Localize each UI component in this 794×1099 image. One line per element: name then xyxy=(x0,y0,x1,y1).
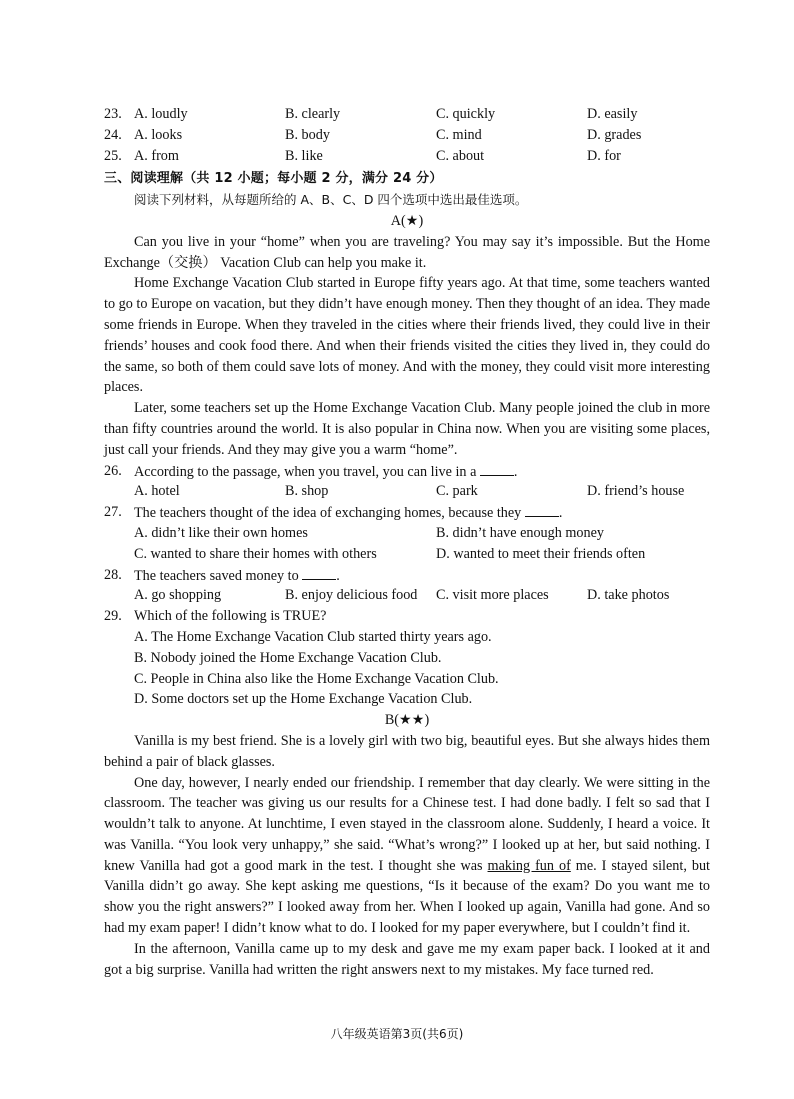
option-c: C. People in China also like the Home Exchange Vacation Club. xyxy=(134,670,499,687)
option-d: D. easily xyxy=(587,106,638,122)
option-b: B. like xyxy=(285,147,323,164)
answer-blank xyxy=(525,502,559,517)
question-27 xyxy=(104,502,710,523)
question-stem: Which of the following is TRUE? xyxy=(134,608,327,625)
option-a: A. didn’t like their own homes xyxy=(134,524,308,541)
option-c: C. visit more places xyxy=(436,587,549,604)
option-c: C. wanted to share their homes with others xyxy=(134,545,377,562)
page-footer: 八年级英语第3页(共6页) xyxy=(330,1027,464,1041)
options-row xyxy=(104,585,710,606)
option-d: D. grades xyxy=(587,126,642,143)
option-b: B. shop xyxy=(285,483,329,500)
question-number: 28. xyxy=(104,566,122,583)
question-number: 25. xyxy=(104,147,122,164)
exam-page xyxy=(104,104,710,980)
question-number: 26. xyxy=(104,462,122,479)
question-stem: According to the passage, when you travel, you can live in a . xyxy=(134,461,517,482)
option-d: D. Some doctors set up the Home Exchange Vacation Club. xyxy=(134,691,473,708)
options-row xyxy=(104,523,710,544)
underlined-phrase: making fun of xyxy=(487,857,571,874)
cloze-option-row xyxy=(104,146,710,167)
question-29 xyxy=(104,606,710,627)
question-number: 29. xyxy=(104,608,122,625)
question-26 xyxy=(104,461,710,482)
option-c: C. park xyxy=(436,483,478,500)
answer-blank xyxy=(302,565,336,580)
passage-b-heading: B(★★) xyxy=(384,712,430,729)
answer-blank xyxy=(480,461,514,476)
cloze-option-row xyxy=(104,125,710,146)
section-title: 三、阅读理解（共 12 小题；每小题 2 分，满分 24 分） xyxy=(104,171,443,187)
passage-a-paragraph-2: Home Exchange Vacation Club started in Europe fifty years ago. At that time, some teachers wanted to go to Europe on vacation, but they didn’t have enough money. Then they thought of an idea. They made some friends in Europe. When they traveled in the cities where their friends lived, they could live in their friends’ houses and cook food there. And when their friends visited the cities they lived in, they could do the same, so both of them could save lots of money. And with the money, they could visit more interesting places. xyxy=(104,275,710,396)
option-a: A. from xyxy=(134,147,179,164)
passage-a-paragraph-3: Later, some teachers set up the Home Exchange Vacation Club. Many people joined the club in more than fifty countries around the world. It is also popular in China now. When you are visiting some places, just call your friends. And they may give you a warm “home”. xyxy=(104,400,710,458)
question-number: 23. xyxy=(104,106,122,122)
options-row xyxy=(104,544,710,565)
option-c: C. about xyxy=(436,147,485,164)
option-a: A. loudly xyxy=(134,106,188,122)
question-number: 27. xyxy=(104,504,122,521)
option-d: D. friend’s house xyxy=(587,483,685,500)
option-a: A. go shopping xyxy=(134,587,222,604)
passage-a-paragraph-1: Can you live in your “home” when you are traveling? You may say it’s impossible. But the Home Exchange（交换） Vacation Club can help you make it. xyxy=(104,233,710,271)
passage-b-paragraph-1: Vanilla is my best friend. She is a lovely girl with two big, beautiful eyes. But she always hides them behind a pair of black glasses. xyxy=(104,732,710,770)
option-b: B. Nobody joined the Home Exchange Vacation Club. xyxy=(134,649,442,666)
option-a: A. looks xyxy=(134,126,183,143)
cloze-option-row xyxy=(104,104,710,125)
question-number: 24. xyxy=(104,126,122,143)
option-b: B. enjoy delicious food xyxy=(285,587,418,604)
option-a: A. hotel xyxy=(134,483,180,500)
section-instruction: 阅读下列材料，从每题所给的 A、B、C、D 四个选项中选出最佳选项。 xyxy=(134,192,528,208)
option-c: C. mind xyxy=(436,126,482,143)
question-stem: The teachers thought of the idea of exchanging homes, because they . xyxy=(134,502,562,523)
option-b: B. body xyxy=(285,126,330,143)
option-b: B. didn’t have enough money xyxy=(436,524,604,541)
option-c: C. quickly xyxy=(436,106,496,122)
option-d: D. wanted to meet their friends often xyxy=(436,545,646,562)
question-stem: The teachers saved money to . xyxy=(134,565,340,586)
options-row xyxy=(104,481,710,502)
passage-a-heading: A(★) xyxy=(390,212,424,229)
option-d: D. take photos xyxy=(587,587,670,604)
question-28 xyxy=(104,565,710,586)
option-d: D. for xyxy=(587,147,621,164)
passage-b-paragraph-2: One day, however, I nearly ended our friendship. I remember that day clearly. We were sitting in the classroom. The teacher was giving us our results for a Chinese test. I had done badly. I felt so sad that I wouldn’t talk to anyone. At lunchtime, I even stayed in the classroom alone. Suddenly, I heard a voice. It was Vanilla. “You look very unhappy,” she said. “What’s wrong?” I looked up at her, but said nothing. I knew Vanilla had got a good mark in the test. I thought she was making fun of me. I stayed silent, but Vanilla didn’t go away. She kept asking me questions, “Is it because of the exam? Do you want me to show you the right answers?” I looked away from her. When I looked up again, Vanilla had gone. And so had my exam paper! I didn’t know what to do. I looked for my paper everywhere, but I couldn’t find it. xyxy=(104,774,710,937)
passage-b-paragraph-3: In the afternoon, Vanilla came up to my desk and gave me my exam paper back. I looked at it and got a big surprise. Vanilla had written the right answers next to my mistakes. My face turned red. xyxy=(104,940,710,978)
option-a: A. The Home Exchange Vacation Club started thirty years ago. xyxy=(134,628,492,645)
option-b: B. clearly xyxy=(285,106,341,122)
